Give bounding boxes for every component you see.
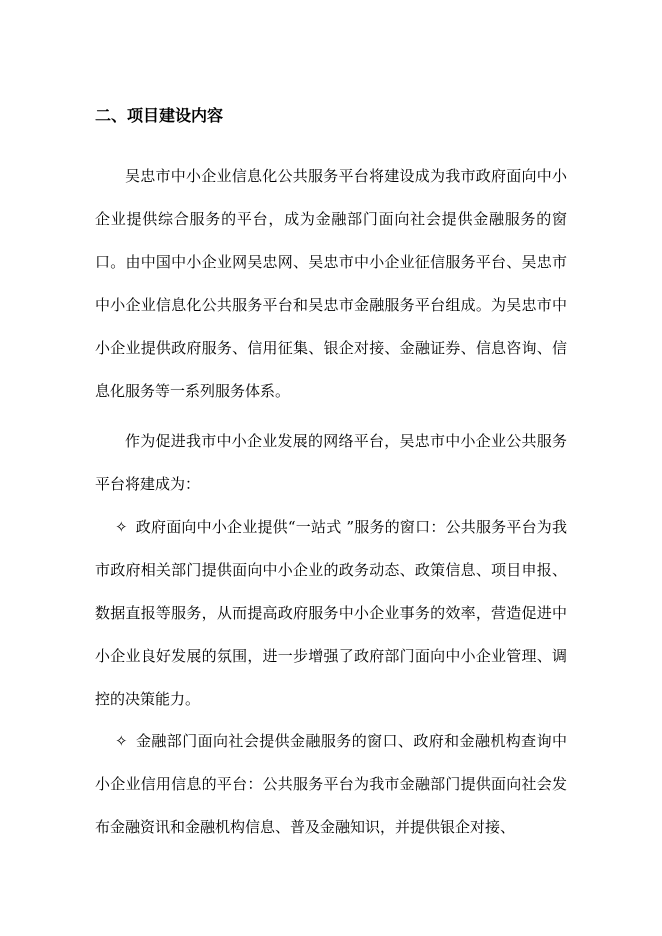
bullet-text: 政府面向中小企业提供“一站式 ”服务的窗口：公共服务平台为我市政府相关部门提供面向中小企业的政务动态、政策信息、项目申报、数据直报等服务，从而提高政府服务中小企业事务的效率，营造促进中小企业良好发展的氛围，进一步增强了政府部门面向中小企业管理、调控的决策能力。 (95, 518, 567, 708)
bullet-item-government-window (95, 506, 567, 721)
diamond-bullet-icon: ✧ (115, 518, 128, 536)
paragraph-platform-overview: 吴忠市中小企业信息化公共服务平台将建设成为我市政府面向中小企业提供综合服务的平台，成为金融部门面向社会提供金融服务的窗口。由中国中小企业网吴忠网、吴忠市中小企业征信服务平台、吴忠市中小企业信息化公共服务平台和吴忠市金融服务平台组成。为吴忠市中小企业提供政府服务、信用征集、银企对接、金融证券、信息咨询、信息化服务等一系列服务体系。 (95, 167, 567, 400)
section-heading: 二、项目建设内容 (95, 106, 224, 125)
diamond-bullet-icon: ✧ (115, 732, 128, 750)
bullet-item-finance-window (95, 720, 567, 849)
paragraph-platform-goals: 作为促进我市中小企业发展的网络平台，吴忠市中小企业公共服务平台将建成为： (95, 432, 567, 493)
bullet-text: 金融部门面向社会提供金融服务的窗口、政府和金融机构查询中小企业信用信息的平台：公共服务平台为我市金融部门提供面向社会发布金融资讯和金融机构信息、普及金融知识，并提供银企对接、 (95, 732, 567, 836)
